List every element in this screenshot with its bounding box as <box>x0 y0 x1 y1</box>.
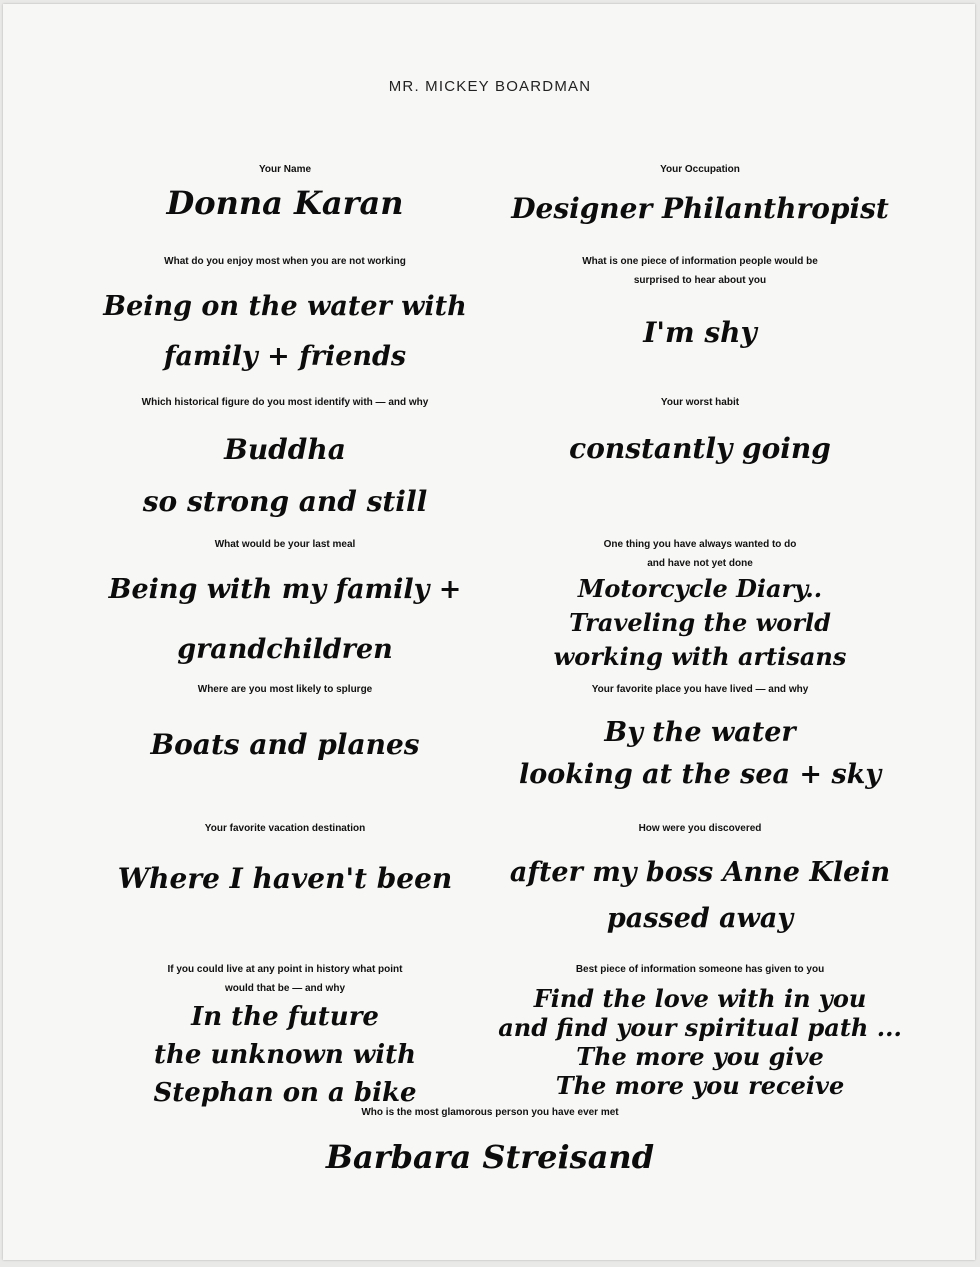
question-wanted: One thing you have always wanted to do and have not yet done <box>603 539 797 569</box>
answer-enjoy: Being on the water with family + friends <box>103 291 467 372</box>
answer-splurge: Boats and planes <box>150 728 420 761</box>
answer-habit: constantly going <box>569 432 831 465</box>
question-splurge: Where are you most likely to splurge <box>197 684 373 695</box>
question-enjoy: What do you enjoy most when you are not working <box>164 256 406 267</box>
answer-surprise: I'm shy <box>643 316 757 349</box>
question-historical: Which historical figure do you most identify with — and why <box>141 397 429 408</box>
question-habit: Your worst habit <box>660 397 740 408</box>
question-discovered: How were you discovered <box>638 823 762 834</box>
question-advice: Best piece of information someone has given to you <box>575 964 825 975</box>
answer-place: By the water looking at the sea + sky <box>518 717 882 790</box>
question-occupation: Your Occupation <box>660 164 740 175</box>
answer-name: Donna Karan <box>166 184 404 222</box>
answer-glamorous: Barbara Streisand <box>325 1138 655 1176</box>
answer-advice: Find the love with in you and find your spiritual path ... The more you give The more you receive <box>498 984 902 1100</box>
question-history: If you could live at any point in history what point would that be — and why <box>167 964 403 994</box>
page-title: MR. MICKEY BOARDMAN <box>388 78 592 95</box>
answer-wanted: Motorcycle Diary.. Traveling the world working with artisans <box>553 574 847 671</box>
question-name: Your Name <box>258 164 312 175</box>
answer-discovered: after my boss Anne Klein passed away <box>509 857 891 934</box>
question-vacation: Your favorite vacation destination <box>204 823 366 834</box>
answer-occupation: Designer Philanthropist <box>511 192 889 225</box>
question-glamorous: Who is the most glamorous person you have ever met <box>361 1107 619 1118</box>
answer-vacation: Where I haven't been <box>117 862 453 895</box>
answer-history: In the future the unknown with Stephan on a bike <box>153 1002 417 1108</box>
question-place: Your favorite place you have lived — and why <box>591 684 809 695</box>
answer-historical: Buddha so strong and still <box>142 433 428 518</box>
question-meal: What would be your last meal <box>214 539 356 550</box>
answer-meal: Being with my family + grandchildren <box>108 574 462 665</box>
question-surprise: What is one piece of information people would be surprised to hear about you <box>582 256 818 286</box>
